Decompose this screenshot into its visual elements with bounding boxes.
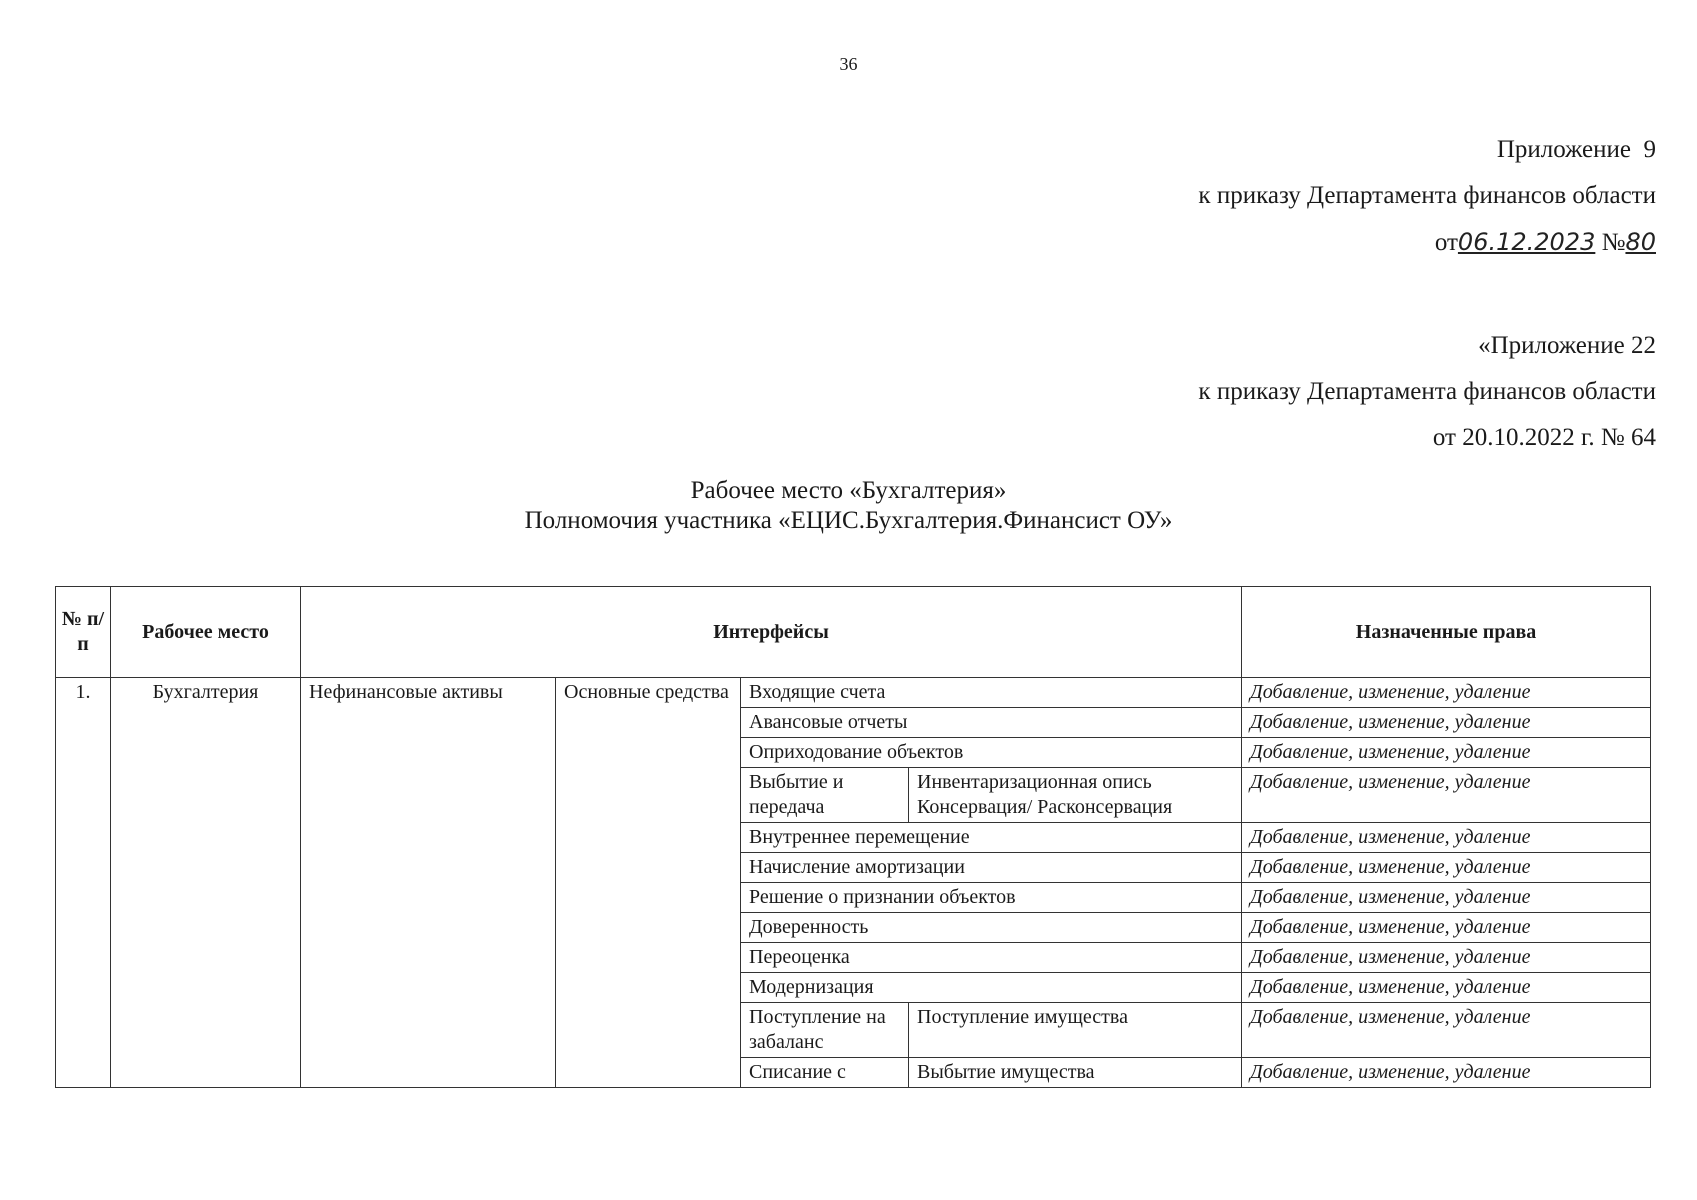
interface-name: Внутреннее перемещение bbox=[741, 823, 1242, 853]
rights-cell: Добавление, изменение, удаление bbox=[1242, 1003, 1651, 1058]
interface-group: Поступление на забаланс bbox=[741, 1003, 909, 1058]
number-prefix: № bbox=[1601, 229, 1626, 256]
handwritten-number: 80 bbox=[1625, 228, 1656, 256]
rights-cell: Добавление, изменение, удаление bbox=[1242, 1058, 1651, 1088]
interface-name: Модернизация bbox=[741, 973, 1242, 1003]
interface-group: Выбытие и передача bbox=[741, 768, 909, 823]
rights-cell: Добавление, изменение, удаление bbox=[1242, 853, 1651, 883]
document-titles bbox=[0, 476, 1697, 536]
interface-name: Выбытие имущества bbox=[909, 1058, 1242, 1088]
rights-cell: Добавление, изменение, удаление bbox=[1242, 678, 1651, 708]
interface-name: Решение о признании объектов bbox=[741, 883, 1242, 913]
interface-name: Оприходование объектов bbox=[741, 738, 1242, 768]
interface-name: Доверенность bbox=[741, 913, 1242, 943]
header-rights: Назначенные права bbox=[1242, 587, 1651, 678]
appendix-original-line2: к приказу Департамента финансов области bbox=[1198, 378, 1656, 405]
appendix-current-date-line bbox=[1198, 226, 1656, 259]
workplace-cell: Бухгалтерия bbox=[111, 678, 301, 1088]
appendix-original-line1: «Приложение 22 bbox=[1478, 332, 1656, 359]
interface-name: Переоценка bbox=[741, 943, 1242, 973]
section-cell: Нефинансовые активы bbox=[301, 678, 556, 1088]
appendix-current-block bbox=[1198, 134, 1656, 259]
rights-cell: Добавление, изменение, удаление bbox=[1242, 768, 1651, 823]
header-workplace: Рабочее место bbox=[111, 587, 301, 678]
appendix-original-block bbox=[1198, 330, 1656, 454]
handwritten-date: 06.12.2023 bbox=[1457, 228, 1596, 256]
subsection-cell: Основные средства bbox=[556, 678, 741, 1088]
header-interfaces: Интерфейсы bbox=[301, 587, 1242, 678]
appendix-current-line2: к приказу Департамента финансов области bbox=[1198, 182, 1656, 209]
row-number: 1. bbox=[56, 678, 111, 1088]
header-num: № п/п bbox=[56, 587, 111, 678]
table-row bbox=[56, 678, 1651, 708]
interface-name: Инвентаризационная опись Консервация/ Расконсервация bbox=[909, 768, 1242, 823]
rights-cell: Добавление, изменение, удаление bbox=[1242, 973, 1651, 1003]
rights-cell: Добавление, изменение, удаление bbox=[1242, 883, 1651, 913]
interface-group: Списание с bbox=[741, 1058, 909, 1088]
rights-cell: Добавление, изменение, удаление bbox=[1242, 738, 1651, 768]
interface-name: Авансовые отчеты bbox=[741, 708, 1242, 738]
appendix-original-line3: от 20.10.2022 г. № 64 bbox=[1432, 424, 1656, 451]
page-number: 36 bbox=[839, 54, 858, 74]
document-title: Рабочее место «Бухгалтерия» bbox=[690, 477, 1007, 504]
table-header-row bbox=[56, 587, 1651, 678]
permissions-table bbox=[55, 586, 1651, 1088]
rights-cell: Добавление, изменение, удаление bbox=[1242, 708, 1651, 738]
interface-name: Начисление амортизации bbox=[741, 853, 1242, 883]
document-subtitle: Полномочия участника «ЕЦИС.Бухгалтерия.Финансист ОУ» bbox=[524, 507, 1173, 534]
rights-cell: Добавление, изменение, удаление bbox=[1242, 943, 1651, 973]
interface-name: Поступление имущества bbox=[909, 1003, 1242, 1058]
rights-cell: Добавление, изменение, удаление bbox=[1242, 913, 1651, 943]
date-prefix: от bbox=[1434, 229, 1458, 256]
appendix-current-line1: Приложение 9 bbox=[1496, 136, 1656, 163]
interface-name: Входящие счета bbox=[741, 678, 1242, 708]
rights-cell: Добавление, изменение, удаление bbox=[1242, 823, 1651, 853]
